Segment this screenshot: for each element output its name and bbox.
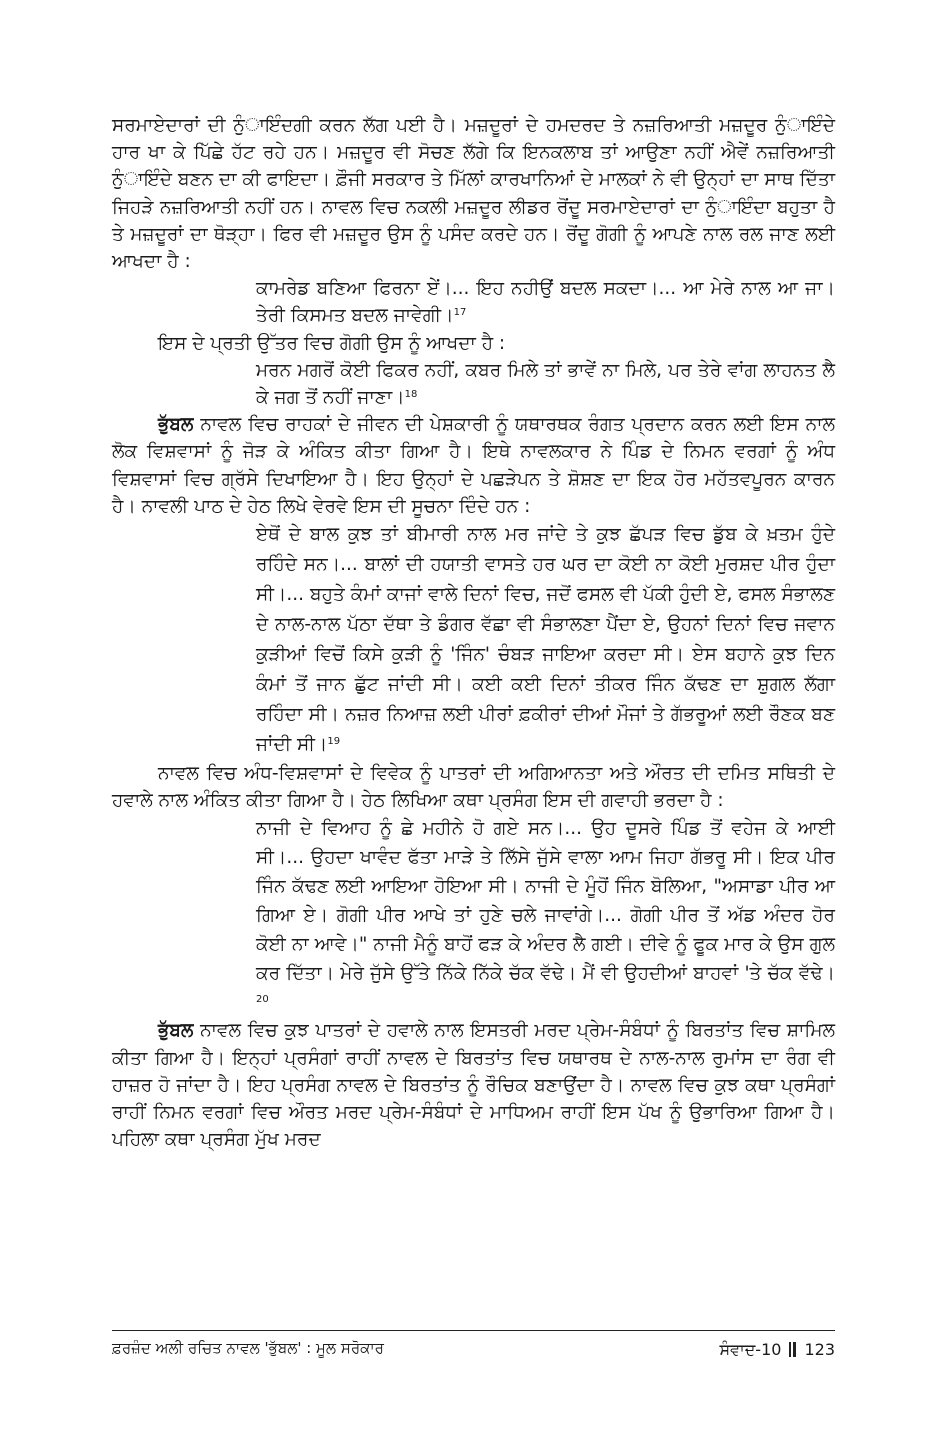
quote-3: ਏਥੋਂ ਦੇ ਬਾਲ ਕੁਝ ਤਾਂ ਬੀਮਾਰੀ ਨਾਲ ਮਰ ਜਾਂਦੇ ਤੇ ਕੁਝ ਛੱਪੜ ਵਿਚ ਡੁੱਬ ਕੇ ਖ਼ਤਮ ਹੁੰਦੇ ਰਹਿੰਦੇ ਸਨ।... ਬਾਲਾਂ ਦੀ ਹਯਾਤੀ ਵਾਸਤੇ ਹਰ ਘਰ ਦਾ ਕੋਈ ਨਾ ਕੋਈ ਮੁਰਸ਼ਦ ਪੀਰ ਹੁੰਦਾ ਸੀ।... ਬਹੁਤੇ ਕੰਮਾਂ ਕਾਜਾਂ ਵਾਲੇ ਦਿਨਾਂ ਵਿਚ, ਜਦੋਂ ਫਸਲ ਵੀ ਪੱਕੀ ਹੁੰਦੀ ਏ, ਫਸਲ ਸੰਭਾਲਣ ਦੇ ਨਾਲ-ਨਾਲ ਪੱਠਾ ਦੱਥਾ ਤੇ ਡੰਗਰ ਵੱਛਾ ਵੀ ਸੰਭਾਲਣਾ ਪੈਂਦਾ ਏ, ਉਹਨਾਂ ਦਿਨਾਂ ਵਿਚ ਜਵਾਨ ਕੁੜੀਆਂ ਵਿਚੋਂ ਕਿਸੇ ਕੁੜੀ ਨੂੰ 'ਜਿੰਨ' ਚੰਬੜ ਜਾਇਆ ਕਰਦਾ ਸੀ। ਏਸ ਬਹਾਨੇ ਕੁਝ ਦਿਨ ਕੰਮਾਂ ਤੋਂ ਜਾਨ ਛੁੱਟ ਜਾਂਦੀ ਸੀ। ਕਈ ਕਈ ਦਿਨਾਂ ਤੀਕਰ ਜਿੰਨ ਕੱਢਣ ਦਾ ਸ਼ੁਗਲ ਲੱਗਾ ਰਹਿੰਦਾ ਸੀ। ਨਜ਼ਰ ਨਿਆਜ਼ ਲਈ ਪੀਰਾਂ ਫ਼ਕੀਰਾਂ ਦੀਆਂ ਮੌਜਾਂ ਤੇ ਗੱਭਰੂਆਂ ਲਈ ਰੌਣਕ ਬਣ ਜਾਂਦੀ ਸੀ।$^{19}$ xyxy=(256,524,835,756)
separator-bars-icon xyxy=(789,1340,798,1364)
paragraph-2: ਇਸ ਦੇ ਪ੍ਰਤੀ ਉੱਤਰ ਵਿਚ ਗੋਗੀ ਉਸ ਨੂੰ ਆਖਦਾ ਹੈ : xyxy=(158,332,506,354)
quote-2: ਮਰਨ ਮਗਰੋਂ ਕੋਈ ਫਿਕਰ ਨਹੀਂ, ਕਬਰ ਮਿਲੇ ਤਾਂ ਭਾਵੇਂ ਨਾ ਮਿਲੇ, ਪਰ ਤੇਰੇ ਵਾਂਗ ਲਾਹਨਤ ਲੈ ਕੇ ਜਗ ਤੋਂ ਨਹੀਂ ਜਾਣਾ।$^{18}$ xyxy=(256,359,835,409)
quote-4: ਨਾਜੀ ਦੇ ਵਿਆਹ ਨੂੰ ਛੇ ਮਹੀਨੇ ਹੋ ਗਏ ਸਨ।... ਉਹ ਦੂਸਰੇ ਪਿੰਡ ਤੋਂ ਵਹੇਜ ਕੇ ਆਈ ਸੀ।... ਉਹਦਾ ਖਾਵੰਦ ਫੱਤਾ ਮਾੜੇ ਤੇ ਲਿੱਸੇ ਜੁੱਸੇ ਵਾਲਾ ਆਮ ਜਿਹਾ ਗੱਭਰੂ ਸੀ। ਇਕ ਪੀਰ ਜਿੰਨ ਕੱਢਣ ਲਈ ਆਇਆ ਹੋਇਆ ਸੀ। ਨਾਜੀ ਦੇ ਮੂੰਹੋਂ ਜਿੰਨ ਬੋਲਿਆ, "ਅਸਾਡਾ ਪੀਰ ਆ ਗਿਆ ਏ। ਗੋਗੀ ਪੀਰ ਆਖੇ ਤਾਂ ਹੁਣੇ ਚਲੇ ਜਾਵਾਂਗੇ।... ਗੋਗੀ ਪੀਰ ਤੋਂ ਅੱਡ ਅੰਦਰ ਹੋਰ ਕੋਈ ਨਾ ਆਵੇ।" ਨਾਜੀ ਮੈਨੂੰ ਬਾਹੋਂ ਫੜ ਕੇ ਅੰਦਰ ਲੈ ਗਈ। ਦੀਵੇ ਨੂੰ ਫੂਕ ਮਾਰ ਕੇ ਉਸ ਗੁਲ ਕਰ ਦਿੱਤਾ। ਮੇਰੇ ਜੁੱਸੇ ਉੱਤੇ ਨਿੱਕੇ ਨਿੱਕੇ ਚੱਕ ਵੱਢੇ। ਮੈਂ ਵੀ ਉਹਦੀਆਂ ਬਾਹਵਾਂ 'ਤੇ ਚੱਕ ਵੱਢੇ।$^{20}$ xyxy=(256,818,835,1006)
journal-page-info xyxy=(719,1338,835,1364)
page-body xyxy=(112,112,835,1153)
paragraph-1: ਸਰਮਾਏਦਾਰਾਂ ਦੀ ਨੁੰਾਇੰਦਗੀ ਕਰਨ ਲੱਗ ਪਈ ਹੈ। ਮਜ਼ਦੂਰਾਂ ਦੇ ਹਮਦਰਦ ਤੇ ਨਜ਼ਰਿਆਤੀ ਮਜ਼ਦੂਰ ਨੁੰਾਇੰਦੇ ਹਾਰ ਖਾ ਕੇ ਪਿੱਛੇ ਹੱਟ ਰਹੇ ਹਨ। ਮਜ਼ਦੂਰ ਵੀ ਸੋਚਣ ਲੱਗੇ ਕਿ ਇਨਕਲਾਬ ਤਾਂ ਆਉਣਾ ਨਹੀਂ ਐਵੇਂ ਨਜ਼ਰਿਆਤੀ ਨੁੰਾਇੰਦੇ ਬਣਨ ਦਾ ਕੀ ਫਾਇਦਾ। ਫ਼ੌਜੀ ਸਰਕਾਰ ਤੇ ਮਿੱਲਾਂ ਕਾਰਖਾਨਿਆਂ ਦੇ ਮਾਲਕਾਂ ਨੇ ਵੀ ਉਨ੍ਹਾਂ ਦਾ ਸਾਥ ਦਿੱਤਾ ਜਿਹੜੇ ਨਜ਼ਰਿਆਤੀ ਨਹੀਂ ਹਨ। ਨਾਵਲ ਵਿਚ ਨਕਲੀ ਮਜ਼ਦੂਰ ਲੀਡਰ ਰੋਂਦੂ ਸਰਮਾਏਦਾਰਾਂ ਦਾ ਨੁੰਾਇੰਦਾ ਬਹੁਤਾ ਹੈ ਤੇ ਮਜ਼ਦੂਰਾਂ ਦਾ ਥੋੜ੍ਹਾ। ਫਿਰ ਵੀ ਮਜ਼ਦੂਰ ਉਸ ਨੂੰ ਪਸੰਦ ਕਰਦੇ ਹਨ। ਰੋਂਦੂ ਗੋਗੀ ਨੂੰ ਆਪਣੇ ਨਾਲ ਰਲ ਜਾਣ ਲਈ ਆਖਦਾ ਹੈ : xyxy=(112,115,835,273)
footnote-ref-20[interactable]: 20 xyxy=(256,994,269,1006)
novel-title-bold: ਭੁੱਬਲ xyxy=(158,414,194,436)
footer-divider xyxy=(112,1330,835,1331)
journal-name: ਸੰਵਾਦ-10 xyxy=(719,1340,782,1359)
paragraph-5: ਭੁੱਬਲ ਨਾਵਲ ਵਿਚ ਕੁਝ ਪਾਤਰਾਂ ਦੇ ਹਵਾਲੇ ਨਾਲ ਇਸਤਰੀ ਮਰਦ ਪ੍ਰੇਮ-ਸੰਬੰਧਾਂ ਨੂੰ ਬਿਰਤਾਂਤ ਵਿਚ ਸ਼ਾਮਿਲ ਕੀਤਾ ਗਿਆ ਹੈ। ਇਨ੍ਹਾਂ ਪ੍ਰਸੰਗਾਂ ਰਾਹੀਂ ਨਾਵਲ ਦੇ ਬਿਰਤਾਂਤ ਵਿਚ ਯਥਾਰਥ ਦੇ ਨਾਲ-ਨਾਲ ਰੁਮਾਂਸ ਦਾ ਰੰਗ ਵੀ ਹਾਜ਼ਰ ਹੋ ਜਾਂਦਾ ਹੈ। ਇਹ ਪ੍ਰਸੰਗ ਨਾਵਲ ਦੇ ਬਿਰਤਾਂਤ ਨੂੰ ਰੌਚਿਕ ਬਣਾਉਂਦਾ ਹੈ। ਨਾਵਲ ਵਿਚ ਕੁਝ ਕਥਾ ਪ੍ਰਸੰਗਾਂ ਰਾਹੀਂ ਨਿਮਨ ਵਰਗਾਂ ਵਿਚ ਔਰਤ ਮਰਦ ਪ੍ਰੇਮ-ਸੰਬੰਧਾਂ ਦੇ ਮਾਧਿਅਮ ਰਾਹੀਂ ਇਸ ਪੱਖ ਨੂੰ ਉਭਾਰਿਆ ਗਿਆ ਹੈ। ਪਹਿਲਾ ਕਥਾ ਪ੍ਰਸੰਗ ਮੁੱਖ ਮਰਦ xyxy=(112,1020,835,1151)
novel-title-bold: ਭੁੱਬਲ xyxy=(158,1020,194,1042)
paragraph-4: ਨਾਵਲ ਵਿਚ ਅੰਧ-ਵਿਸ਼ਵਾਸਾਂ ਦੇ ਵਿਵੇਕ ਨੂੰ ਪਾਤਰਾਂ ਦੀ ਅਗਿਆਨਤਾ ਅਤੇ ਔਰਤ ਦੀ ਦਮਿਤ ਸਥਿਤੀ ਦੇ ਹਵਾਲੇ ਨਾਲ ਅੰਕਿਤ ਕੀਤਾ ਗਿਆ ਹੈ। ਹੇਠ ਲਿਖਿਆ ਕਥਾ ਪ੍ਰਸੰਗ ਇਸ ਦੀ ਗਵਾਹੀ ਭਰਦਾ ਹੈ : xyxy=(112,763,835,812)
page-footer xyxy=(112,1336,835,1366)
quote-1: ਕਾਮਰੇਡ ਬਣਿਆ ਫਿਰਨਾ ਏਂ।... ਇਹ ਨਹੀਉਂ ਬਦਲ ਸਕਦਾ।... ਆ ਮੇਰੇ ਨਾਲ ਆ ਜਾ। ਤੇਰੀ ਕਿਸਮਤ ਬਦਲ ਜਾਵੇਗੀ।$^{17}$ xyxy=(256,278,835,327)
paragraph-3: ਭੁੱਬਲ ਨਾਵਲ ਵਿਚ ਰਾਹਕਾਂ ਦੇ ਜੀਵਨ ਦੀ ਪੇਸ਼ਕਾਰੀ ਨੂੰ ਯਥਾਰਥਕ ਰੰਗਤ ਪ੍ਰਦਾਨ ਕਰਨ ਲਈ ਇਸ ਨਾਲ ਲੋਕ ਵਿਸ਼ਵਾਸਾਂ ਨੂੰ ਜੋੜ ਕੇ ਅੰਕਿਤ ਕੀਤਾ ਗਿਆ ਹੈ। ਇਥੇ ਨਾਵਲਕਾਰ ਨੇ ਪਿੰਡ ਦੇ ਨਿਮਨ ਵਰਗਾਂ ਨੂੰ ਅੰਧ ਵਿਸ਼ਵਾਸਾਂ ਵਿਚ ਗ੍ਰੱਸੇ ਦਿਖਾਇਆ ਹੈ। ਇਹ ਉਨ੍ਹਾਂ ਦੇ ਪਛੜੇਪਨ ਤੇ ਸ਼ੋਸ਼ਣ ਦਾ ਇਕ ਹੋਰ ਮਹੱਤਵਪੂਰਨ ਕਾਰਨ ਹੈ। ਨਾਵਲੀ ਪਾਠ ਦੇ ਹੇਠ ਲਿਖੇ ਵੇਰਵੇ ਇਸ ਦੀ ਸੂਚਨਾ ਦਿੰਦੇ ਹਨ : xyxy=(112,414,835,517)
footnote-ref-19[interactable]: 19 xyxy=(327,736,341,748)
footnote-ref-18[interactable]: 18 xyxy=(404,389,418,401)
page-number: 123 xyxy=(804,1340,835,1359)
footnote-ref-17[interactable]: 17 xyxy=(453,307,467,319)
running-title: ਫ਼ਰਜ਼ੰਦ ਅਲੀ ਰਚਿਤ ਨਾਵਲ 'ਭੁੱਬਲ' : ਮੂਲ ਸਰੋਕਾਰ xyxy=(112,1339,384,1357)
